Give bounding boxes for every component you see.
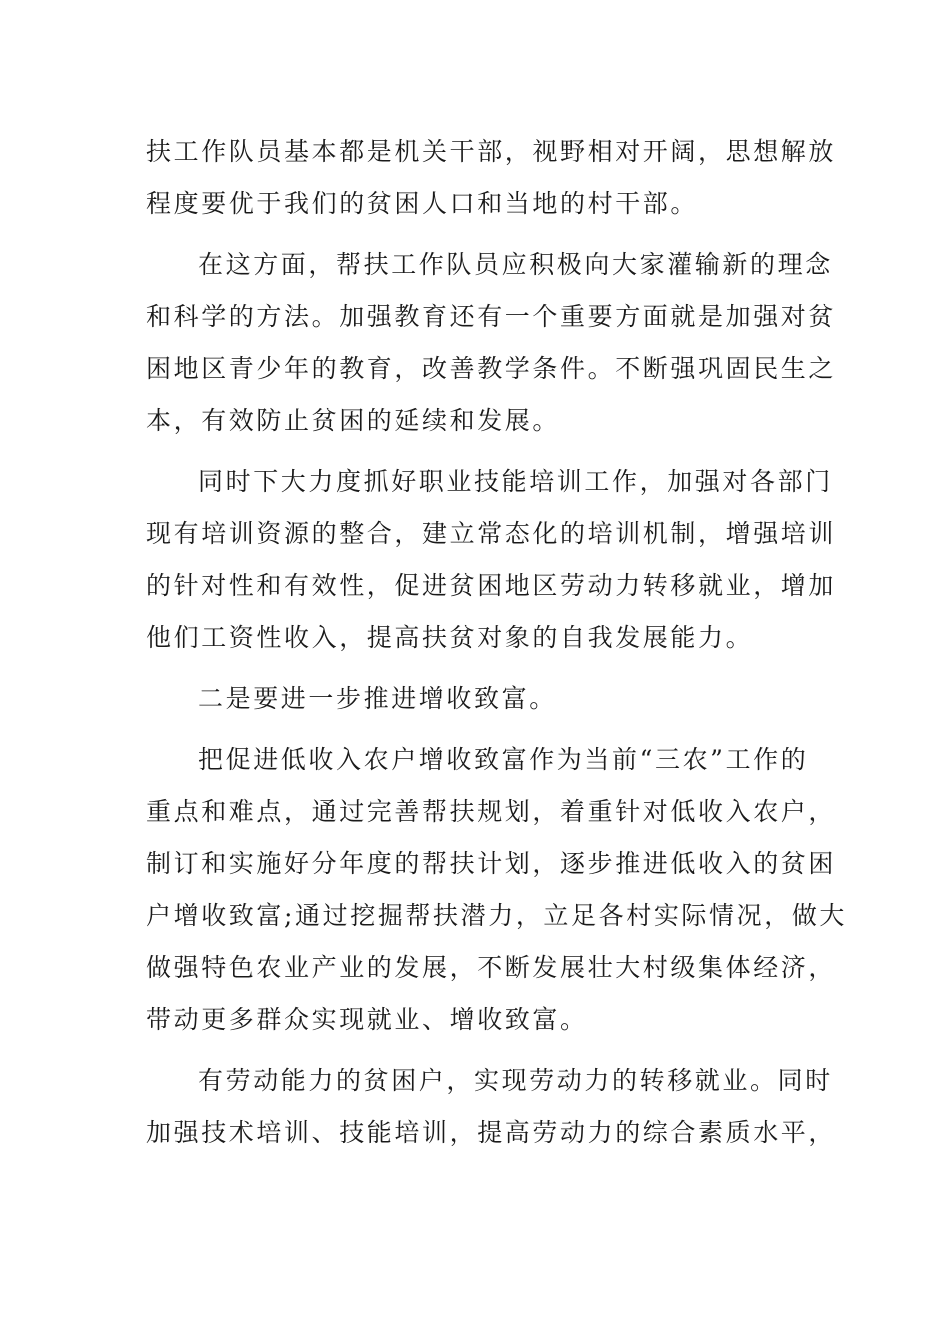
text-line: 程度要优于我们的贫困人口和当地的村干部。: [146, 189, 699, 218]
text-line: 户增收致富;通过挖掘帮扶潜力，立足各村实际情况，做大: [146, 901, 848, 930]
text-line: 有劳动能力的贫困户，实现劳动力的转移就业。同时: [198, 1066, 833, 1095]
document-body: [146, 126, 848, 1159]
text-line: 带动更多群众实现就业、增收致富。: [146, 1005, 588, 1034]
text-line: 重点和难点，通过完善帮扶规划，着重针对低收入农户，: [146, 797, 837, 826]
paragraph: [146, 126, 837, 230]
text-line: 制订和实施好分年度的帮扶计划，逐步推进低收入的贫困: [146, 849, 837, 878]
text-line: 把促进低收入农户增收致富作为当前“三农”工作的: [198, 745, 809, 774]
text-line: 困地区青少年的教育，改善教学条件。不断强巩固民生之: [146, 354, 837, 383]
text-line: 本，有效防止贫困的延续和发展。: [146, 406, 561, 435]
section-heading-paragraph: [146, 673, 806, 725]
paragraph: [146, 734, 848, 1046]
text-line: 同时下大力度抓好职业技能培训工作，加强对各部门: [198, 467, 833, 496]
text-line: 他们工资性收入，提高扶贫对象的自我发展能力。: [146, 623, 754, 652]
paragraph: [146, 1055, 837, 1159]
paragraph: [146, 456, 837, 664]
text-line: 在这方面，帮扶工作队员应积极向大家灌输新的理念: [198, 250, 833, 279]
text-line: 加强技术培训、技能培训，提高劳动力的综合素质水平，: [146, 1118, 837, 1147]
text-line: 做强特色农业产业的发展，不断发展壮大村级集体经济，: [146, 953, 837, 982]
text-line: 和科学的方法。加强教育还有一个重要方面就是加强对贫: [146, 302, 837, 331]
text-line: 现有培训资源的整合，建立常态化的培训机制，增强培训: [146, 519, 837, 548]
text-line: 二是要进一步推进增收致富。: [198, 684, 557, 713]
paragraph: [146, 239, 837, 447]
text-line: 扶工作队员基本都是机关干部，视野相对开阔，思想解放: [146, 137, 837, 166]
text-line: 的针对性和有效性，促进贫困地区劳动力转移就业，增加: [146, 571, 837, 600]
